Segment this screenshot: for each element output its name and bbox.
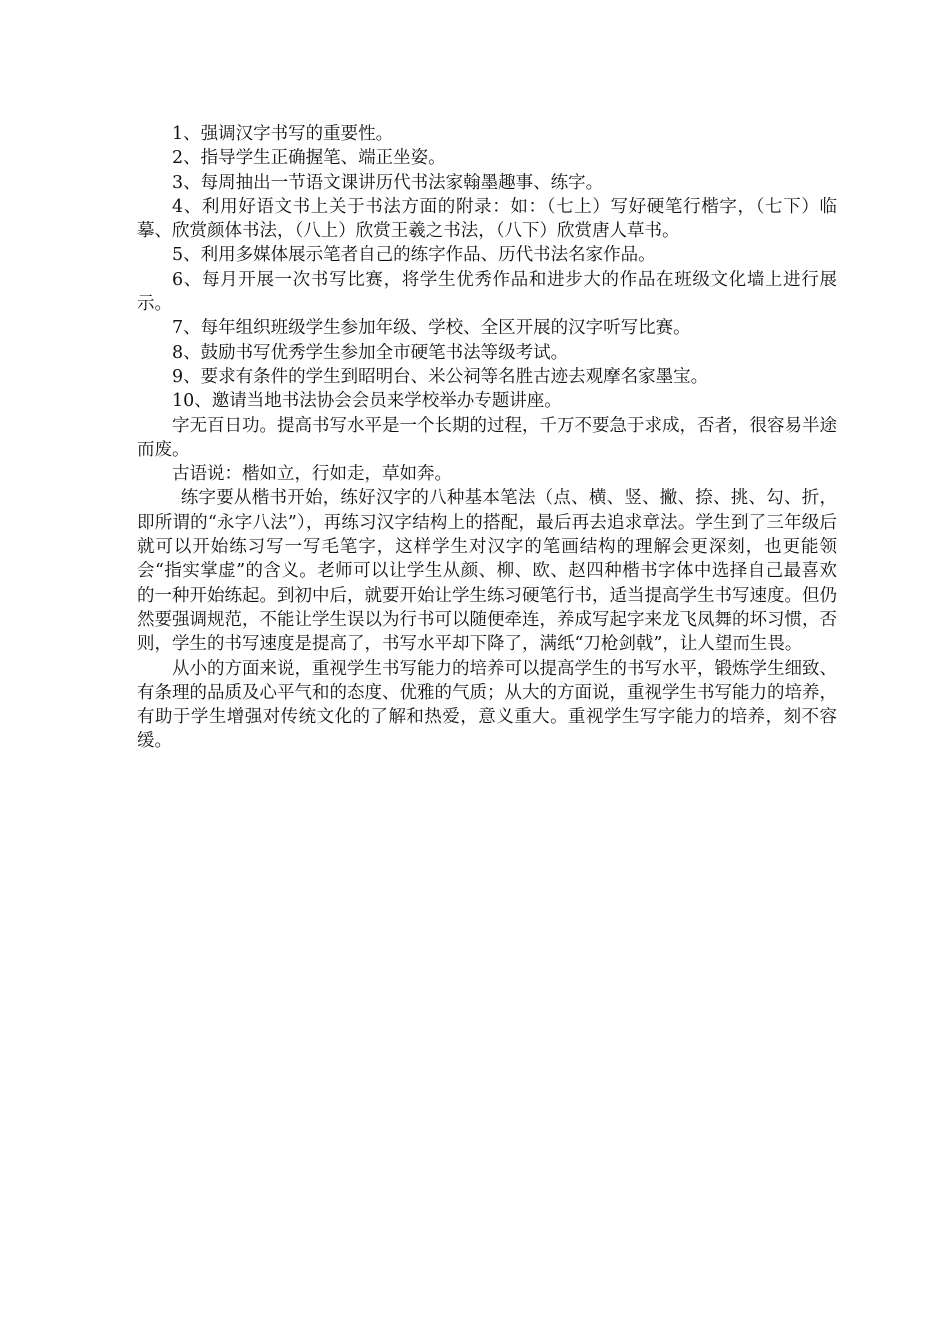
- paragraph-practice-method: 练字要从楷书开始，练好汉字的八种基本笔法（点、横、竖、撇、捺、挑、勾、折，即所谓的“永字八法”），再练习汉字结构上的搭配，最后再去追求章法。学生到了三年级后就可以开始练习写一写毛笔字，这样学生对汉字的笔画结构的理解会更深刻，也更能领会“指实掌虚”的含义。老师可以让学生从颜、柳、欧、赵四种楷书字体中选择自己最喜欢的一种开始练起。到初中后，就要开始让学生练习硬笔行书，适当提高学生书写速度。但仍然要强调规范，不能让学生误以为行书可以随便牵连，养成写起字来龙飞凤舞的坏习惯，否则，学生的书写速度是提高了，书写水平却下降了，满纸“刀枪剑戟”，让人望而生畏。: [137, 488, 837, 655]
- document-body: [137, 122, 837, 754]
- list-item-5: 5、利用多媒体展示笔者自己的练字作品、历代书法名家作品。: [172, 245, 656, 266]
- paragraph-proverb: 古语说：楷如立，行如走，草如奔。: [172, 464, 452, 485]
- list-item-8: 8、鼓励书写优秀学生参加全市硬笔书法等级考试。: [172, 342, 569, 363]
- paragraph-persistence: 字无百日功。提高书写水平是一个长期的过程，千万不要急于求成，否者，很容易半途而废。: [137, 415, 837, 460]
- list-item-10: 10、邀请当地书法协会会员来学校举办专题讲座。: [172, 391, 562, 412]
- list-item-3: 3、每周抽出一节语文课讲历代书法家翰墨趣事、练字。: [172, 172, 604, 193]
- list-item-7: 7、每年组织班级学生参加年级、学校、全区开展的汉字听写比赛。: [172, 318, 691, 339]
- list-item-1: 1、强调汉字书写的重要性。: [172, 124, 394, 144]
- list-item-6: 6、每月开展一次书写比赛，将学生优秀作品和进步大的作品在班级文化墙上进行展示。: [137, 269, 837, 315]
- list-item-2: 2、指导学生正确握笔、端正坐姿。: [172, 148, 446, 169]
- list-item-9: 9、要求有条件的学生到昭明台、米公祠等名胜古迹去观摩名家墨宝。: [172, 366, 709, 387]
- list-item-4: 4、利用好语文书上关于书法方面的附录：如：（七上）写好硬笔行楷字，（七下）临摹、欣赏颜体书法，（八上）欣赏王羲之书法，（八下）欣赏唐人草书。: [137, 196, 837, 242]
- paragraph-conclusion: 从小的方面来说，重视学生书写能力的培养可以提高学生的书写水平，锻炼学生细致、有条理的品质及心平气和的态度、优雅的气质；从大的方面说，重视学生书写能力的培养，有助于学生增强对传统文化的了解和热爱，意义重大。重视学生写字能力的培养，刻不容缓。: [137, 658, 837, 752]
